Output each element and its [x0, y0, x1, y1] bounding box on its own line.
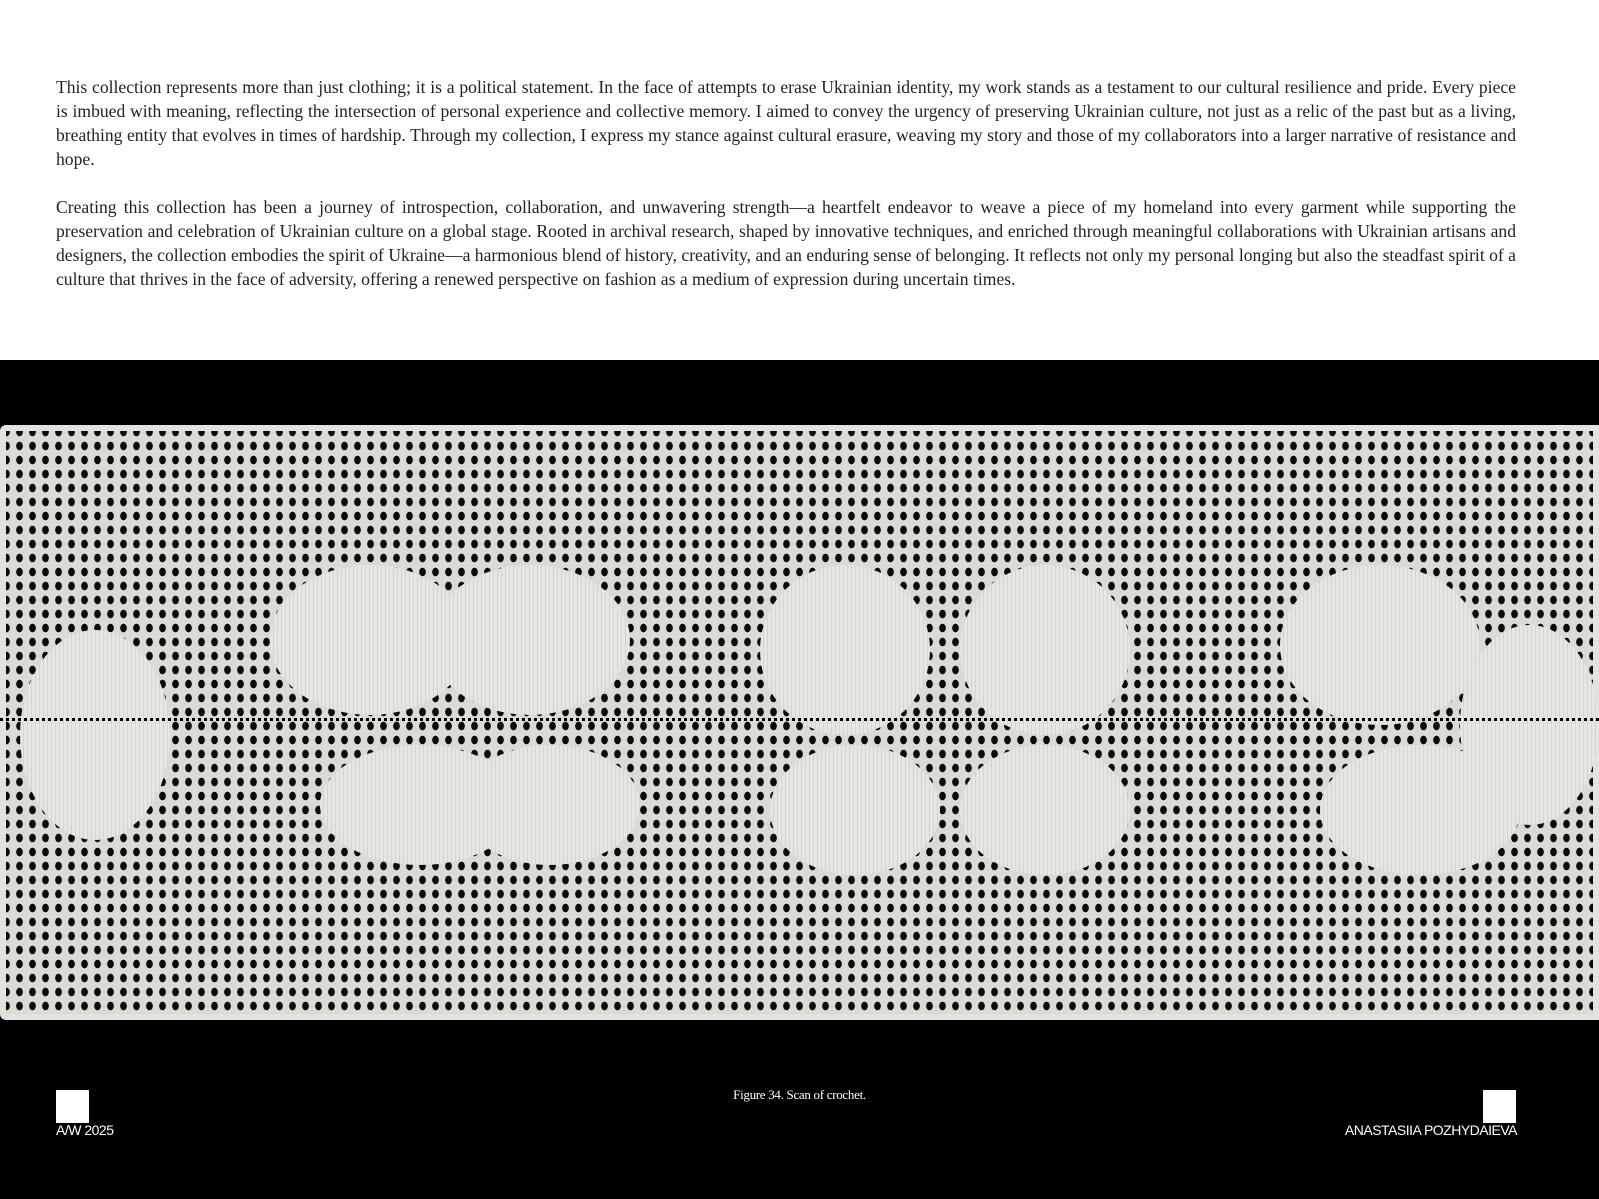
- footer-square-left: [56, 1090, 89, 1123]
- crochet-motif: [20, 630, 170, 840]
- crochet-motif: [430, 565, 630, 715]
- footer-season: A/W 2025: [56, 1122, 114, 1138]
- paragraph-1: This collection represents more than just clothing; it is a political statement. In the face of attempts to erase Ukrainian identity, my work stands as a testament to our cultural resilience and pride. Every piece is imbued with meaning, reflecting the intersection of personal experience and collective memory. I aimed to convey the urgency of preserving Ukrainian culture, not just as a relic of the past but as a living, breathing entity that evolves in times of hardship. Through my collection, I express my stance against cultural erasure, weaving my story and those of my collaborators into a larger narrative of resistance and hope.: [56, 77, 1516, 169]
- crochet-motif: [1460, 625, 1599, 825]
- crochet-motif: [460, 745, 640, 865]
- crochet-motif: [960, 565, 1130, 735]
- crochet-scan-image: [0, 425, 1599, 1020]
- footer-square-right: [1483, 1090, 1516, 1123]
- crochet-motif: [1280, 565, 1480, 725]
- body-text: [56, 75, 1516, 315]
- figure-caption: Figure 34. Scan of crochet.: [733, 1087, 866, 1102]
- crochet-motif: [770, 745, 940, 875]
- crochet-motif: [960, 745, 1130, 875]
- footer-author: ANASTASIIA POZHYDAIEVA: [1344, 1122, 1517, 1138]
- crochet-motif: [760, 565, 930, 735]
- crochet-center-line: [0, 718, 1599, 721]
- paragraph-2: Creating this collection has been a journey of introspection, collaboration, and unwavering strength—a heartfelt endeavor to weave a piece of my homeland into every garment while supporting the preservation and celebration of Ukrainian culture on a global stage. Rooted in archival research, shaped by innovative techniques, and enriched through meaningful collaborations with Ukrainian artisans and designers, the collection embodies the spirit of Ukraine—a harmonious blend of history, creativity, and an enduring sense of belonging. It reflects not only my personal longing but also the steadfast spirit of a culture that thrives in the face of adversity, offering a renewed perspective on fashion as a medium of expression during uncertain times.: [56, 197, 1516, 289]
